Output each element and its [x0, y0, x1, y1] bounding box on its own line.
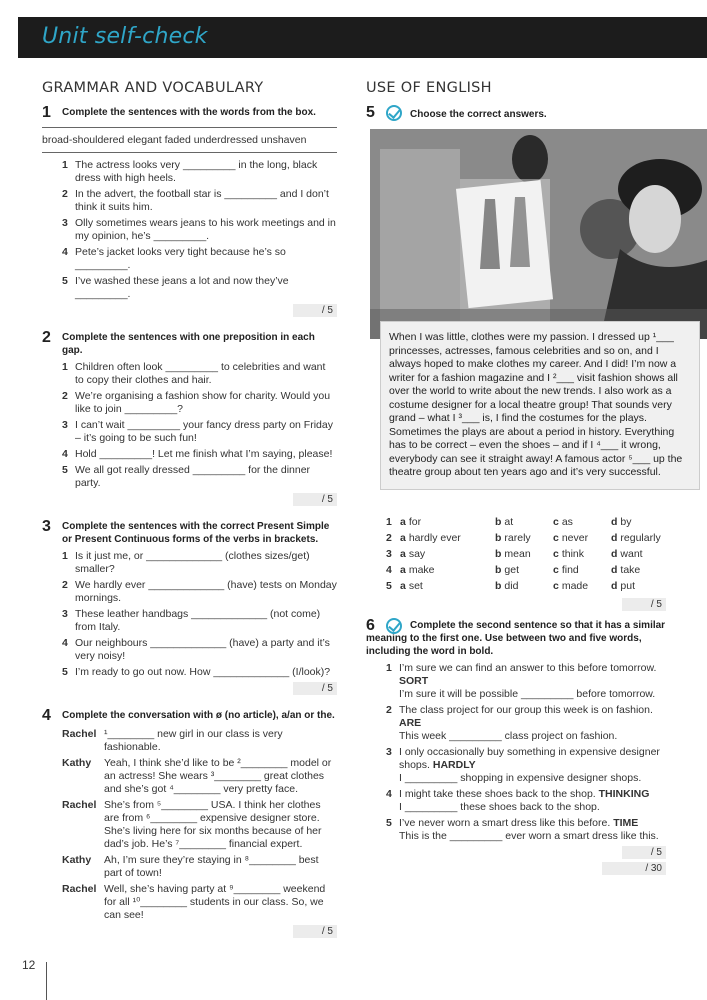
exercise-4 — [42, 709, 337, 938]
dialogue-line: Rachel She’s from ⁵________ USA. I think her clothes are from ⁶________ expensive designer store. She’s living here for six months because of her dad’s job. He’s ⁷________ financial expert. — [62, 799, 322, 850]
use-of-english-heading: USE OF ENGLISH — [366, 80, 492, 96]
exercise-number: 1 — [42, 104, 51, 121]
list-item: 5 I’ve never worn a smart dress like this before. TIME This is the _________ ever worn a smart dress like this. — [386, 816, 659, 842]
list-item: 2 The class project for our group this week is on fashion. ARE This week _________ class project on fashion. — [386, 703, 653, 742]
option-row: 5 a set b did c made d put — [386, 579, 636, 592]
list-item: 4 Pete’s jacket looks very tight because he’s so _________. — [62, 246, 286, 271]
exercise-1 — [42, 106, 337, 317]
option-row: 4 a make b get c find d take — [386, 563, 641, 576]
score-box: / 5 — [62, 304, 337, 317]
list-item: 2 In the advert, the football star is _________ and I don’t think it suits him. — [62, 188, 329, 213]
score-box: / 5 — [366, 846, 666, 859]
word-box: broad-shouldered elegant faded underdressed unshaven — [42, 127, 337, 153]
list-item: 3 I only occasionally buy something in expensive designer shops. HARDLY I _________ shopping in expensive designer shops. — [386, 745, 660, 784]
footer-divider — [46, 962, 47, 1000]
page-number: 12 — [22, 958, 36, 972]
right-column — [366, 80, 683, 875]
exercise-instruction: Complete the sentences with the correct Present Simple or Present Continuous forms of the verbs in brackets. — [62, 521, 330, 545]
list-item: 5 We all got really dressed _________ for the dinner party. — [62, 464, 311, 489]
grammar-heading: GRAMMAR AND VOCABULARY — [42, 80, 264, 96]
exercise-2 — [42, 331, 337, 506]
check-icon — [386, 618, 402, 634]
check-icon — [386, 105, 402, 121]
score-box: / 5 — [62, 682, 337, 695]
exercise-instruction: Complete the sentences with the words from the box. — [62, 107, 316, 118]
total-score-box: / 30 — [366, 862, 666, 875]
score-box: / 5 — [62, 925, 337, 938]
list-item: 1 I’m sure we can find an answer to this before tomorrow. SORT I’m sure it will be possible _________ before tomorrow. — [386, 661, 657, 700]
page-title: Unit self-check — [42, 24, 208, 49]
exercise-number: 3 — [42, 518, 51, 535]
exercise-instruction: Complete the second sentence so that it has a similar meaning to the first one. Use between two and five words, including the word in bold. — [366, 619, 666, 657]
left-column — [42, 80, 337, 938]
list-item: 2 We’re organising a fashion show for charity. Would you like to join _________? — [62, 390, 331, 415]
exercise-items — [62, 361, 337, 490]
list-item: 5 I’m ready to go out now. How _____________ (I/look)? — [62, 666, 331, 678]
dialogue-line: Rachel Well, she’s having party at ⁹________ weekend for all ¹⁰________ students in our class. So, we can see! — [62, 883, 326, 921]
fashion-designer-photo — [370, 129, 707, 339]
list-item: 3 These leather handbags _____________ (not come) from Italy. — [62, 608, 321, 633]
exercise-items — [62, 159, 337, 301]
exercise-number: 5 — [366, 104, 375, 121]
exercise-instruction: Choose the correct answers. — [410, 109, 547, 120]
unit-header — [18, 17, 707, 58]
list-item: 3 I can’t wait _________ your fancy dress party on Friday – it’s going to be such fun! — [62, 419, 333, 444]
dialogue-line: Rachel ¹________ new girl in our class is very fashionable. — [62, 728, 283, 753]
dialogue-line: Kathy Yeah, I think she’d like to be ²________ model or an actress! She wears ³________ great clothes and she’s got ⁴________ very pretty face. — [62, 757, 332, 795]
option-row: 3 a say b mean c think d want — [386, 547, 643, 560]
list-item: 4 Hold _________! Let me finish what I’m saying, please! — [62, 448, 333, 460]
list-item: 5 I’ve washed these jeans a lot and now they’ve _________. — [62, 275, 289, 300]
photo-illustration — [370, 129, 707, 339]
exercise-items — [386, 662, 666, 843]
score-box: / 5 — [62, 493, 337, 506]
exercise-number: 2 — [42, 329, 51, 346]
answer-options — [386, 516, 666, 611]
exercise-6 — [366, 616, 666, 875]
list-item: 4 Our neighbours _____________ (have) a party and it’s very noisy! — [62, 637, 330, 662]
exercise-instruction: Complete the conversation with ø (no article), a/an or the. — [62, 710, 335, 721]
option-row: 2 a hardly ever b rarely c never d regularly — [386, 531, 661, 544]
list-item: 3 Olly sometimes wears jeans to his work meetings and in my opinion, he’s _________. — [62, 217, 336, 242]
dialogue — [62, 728, 337, 922]
list-item: 1 Is it just me, or _____________ (clothes sizes/get) smaller? — [62, 550, 310, 575]
option-row: 1 a for b at c as d by — [386, 515, 632, 528]
exercise-instruction: Complete the sentences with one preposition in each gap. — [62, 332, 315, 356]
list-item: 4 I might take these shoes back to the shop. THINKING I _________ these shoes back to the shop. — [386, 787, 650, 813]
exercise-3 — [42, 520, 337, 695]
exercise-items — [62, 550, 337, 679]
list-item: 2 We hardly ever _____________ (have) tests on Monday mornings. — [62, 579, 337, 604]
exercise-number: 4 — [42, 707, 51, 724]
list-item: 1 Children often look _________ to celebrities and want to copy their clothes and hair. — [62, 361, 326, 386]
exercise-5 — [366, 106, 666, 121]
reading-text: When I was little, clothes were my passion. I dressed up ¹___ princesses, actresses, famous celebrities and so on, and I always hoped to make clothes my career. And I did! I’m now a writer for a fashion magazine and I ²___ visit fashion shows all over the world to write about the new trends. I also work as a costume designer for a local theatre group! That sounds very grand – what I ³___ is, I find the costumes for the plays. Sometimes the plays are about a period in history. Everything has to be correct – even the shoes – and if I ⁴___ it wrong, everybody can see it straight away! A famous actor ⁵___ up the theatre group about ten years ago and it’s very successful. — [380, 321, 700, 490]
exercise-number: 6 — [366, 616, 375, 634]
score-box: / 5 — [386, 598, 666, 611]
dialogue-line: Kathy Ah, I’m sure they’re staying in ⁸________ best part of town! — [62, 854, 319, 879]
list-item: 1 The actress looks very _________ in the long, black dress with high heels. — [62, 159, 318, 184]
